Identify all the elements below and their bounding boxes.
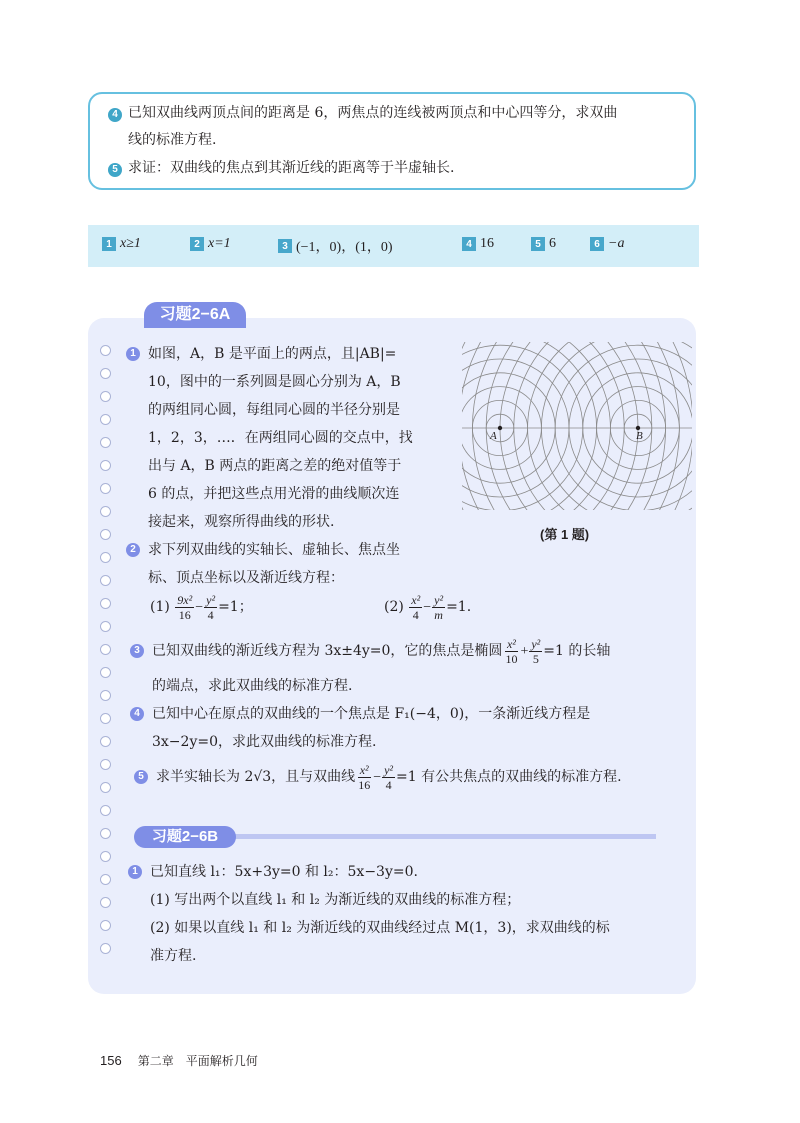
notebook-hole — [100, 874, 111, 885]
answer-number: 4 — [462, 237, 476, 251]
exercise-a2 — [130, 536, 400, 592]
notebook-hole — [100, 552, 111, 563]
exercise-a1 — [130, 340, 413, 536]
top-exercise-4 — [108, 103, 617, 123]
exercise-line: 求下列双曲线的实轴长、虚轴长、焦点坐 — [148, 542, 400, 558]
chapter-title: 第二章 平面解析几何 — [137, 1054, 258, 1068]
fraction — [409, 593, 422, 622]
concentric-circle — [462, 342, 652, 510]
notebook-hole — [100, 621, 111, 632]
operator: − — [373, 770, 382, 785]
exercise-a3-cont — [152, 672, 352, 700]
concentric-circle — [462, 342, 666, 510]
exercise-number-badge: 5 — [134, 770, 148, 784]
notebook-hole — [100, 644, 111, 655]
notebook-hole — [100, 736, 111, 747]
denominator: 5 — [532, 651, 539, 666]
exercise-a3 — [134, 634, 611, 669]
answer-number: 6 — [590, 237, 604, 251]
answer-item — [531, 236, 556, 252]
exercise-text: =1 有公共焦点的双曲线的标准方程. — [396, 769, 622, 785]
concentric-circle — [541, 342, 692, 510]
fraction — [503, 637, 519, 666]
answer-text: (−1，0)，(1，0) — [296, 240, 393, 255]
notebook-hole — [100, 690, 111, 701]
exercise-number-badge: 3 — [130, 644, 144, 658]
numerator: 9x² — [177, 592, 193, 607]
exercise-number-badge: 5 — [108, 163, 122, 177]
numerator: y² — [434, 592, 444, 607]
notebook-hole — [100, 506, 111, 517]
numerator: y² — [206, 592, 216, 607]
notebook-hole — [100, 345, 111, 356]
operator: + — [520, 644, 529, 659]
concentric-circles-figure — [462, 342, 692, 510]
point-a — [498, 426, 502, 430]
answer-number: 3 — [278, 239, 292, 253]
denominator: 16 — [178, 607, 191, 622]
numerator: y² — [384, 762, 394, 777]
answer-text: −a — [608, 236, 625, 251]
operator: − — [195, 600, 204, 615]
answer-item — [278, 236, 393, 256]
answer-number: 1 — [102, 237, 116, 251]
exercise-a5 — [138, 760, 622, 795]
answer-text: x≥1 — [120, 236, 141, 251]
exercise-line: 出与 A，B 两点的距离之差的绝对值等于 — [148, 458, 402, 474]
figure-caption: (第 1 题) — [540, 527, 590, 542]
answer-item — [590, 236, 624, 252]
exercise-a2-part2 — [384, 590, 471, 625]
notebook-hole — [100, 368, 111, 379]
notebook-hole — [100, 943, 111, 954]
fraction — [204, 593, 217, 622]
concentric-circle — [528, 342, 692, 510]
fraction — [529, 637, 542, 666]
exercise-text: =1 的长轴 — [543, 643, 611, 659]
exercise-text: 的端点，求此双曲线的标准方程. — [152, 678, 353, 694]
exercise-text: 已知双曲线两顶点间的距离是 6，两焦点的连线被两顶点和中心四等分，求双曲 — [128, 105, 618, 121]
exercise-number-badge: 4 — [130, 707, 144, 721]
notebook-hole — [100, 414, 111, 425]
exercise-line: 已知直线 l₁：5x+3y=0 和 l₂：5x−3y=0. — [150, 864, 418, 880]
top-exercise-5 — [108, 158, 454, 178]
exercise-a4 — [134, 700, 591, 756]
numerator: y² — [531, 636, 541, 651]
exercise-number-badge: 4 — [108, 108, 122, 122]
equation-tail: =1； — [218, 599, 253, 615]
denominator: 4 — [385, 777, 392, 792]
exercise-line: 已知中心在原点的双曲线的一个焦点是 F₁(−4，0)，一条渐近线方程是 — [152, 706, 591, 722]
notebook-hole — [100, 828, 111, 839]
exercise-line: 3x−2y=0，求此双曲线的标准方程. — [152, 734, 377, 750]
top-exercise-4-cont — [128, 130, 216, 150]
notebook-hole — [100, 920, 111, 931]
answer-item — [102, 236, 141, 252]
exercise-line: 如图，A，B 是平面上的两点，且|AB|= — [148, 346, 397, 362]
exercise-line: (1) 写出两个以直线 l₁ 和 l₂ 为渐近线的双曲线的标准方程； — [150, 892, 521, 908]
exercise-line: 准方程. — [150, 948, 197, 964]
exercise-text: 求半实轴长为 2√3，且与双曲线 — [156, 769, 356, 785]
notebook-hole — [100, 805, 111, 816]
concentric-circle — [462, 342, 692, 510]
denominator: 4 — [412, 607, 419, 622]
numerator: x² — [506, 636, 516, 651]
numerator: x² — [359, 762, 369, 777]
concentric-circle — [462, 342, 692, 510]
answer-number: 5 — [531, 237, 545, 251]
exercise-text: 求证：双曲线的焦点到其渐近线的距离等于半虚轴长. — [128, 160, 455, 176]
section-a-title: 习题2−6A — [144, 302, 246, 328]
exercise-number-badge: 2 — [126, 543, 140, 557]
concentric-circle — [462, 342, 692, 510]
exercise-line: 6 的点，并把这些点用光滑的曲线顺次连 — [148, 486, 400, 502]
concentric-circle — [462, 342, 679, 510]
answer-text: x=1 — [208, 236, 231, 251]
page-number: 156 — [100, 1053, 122, 1068]
denominator: 4 — [207, 607, 214, 622]
notebook-hole — [100, 667, 111, 678]
exercise-text: 已知双曲线的渐近线方程为 3x±4y=0，它的焦点是椭圆 — [152, 643, 503, 659]
answer-text: 16 — [480, 236, 494, 251]
notebook-hole — [100, 437, 111, 448]
exercise-a2-part1 — [150, 590, 253, 625]
section-b-title: 习题2−6B — [134, 826, 236, 848]
exercise-line: 标、顶点坐标以及渐近线方程： — [148, 570, 344, 586]
fraction — [432, 593, 445, 622]
exercise-number-badge: 1 — [126, 347, 140, 361]
notebook-hole — [100, 460, 111, 471]
answers-strip — [88, 225, 699, 267]
exercise-line: 的两组同心圆，每组同心圆的半径分别是 — [148, 402, 400, 418]
notebook-hole — [100, 529, 111, 540]
denominator: 16 — [358, 777, 371, 792]
exercise-number-badge: 1 — [128, 865, 142, 879]
denominator: m — [434, 607, 443, 622]
page-footer — [100, 1052, 258, 1069]
notebook-hole — [100, 598, 111, 609]
fraction — [356, 763, 372, 792]
fraction — [175, 593, 194, 622]
concentric-circle — [500, 342, 692, 510]
exercise-b1 — [132, 858, 610, 970]
section-b-bar — [224, 834, 656, 839]
exercise-text: 线的标准方程. — [128, 132, 217, 148]
exercise-line: 接起来，观察所得曲线的形状. — [148, 514, 335, 530]
section-b-header — [134, 826, 656, 848]
part-label: (1) — [150, 599, 170, 615]
fraction — [382, 763, 395, 792]
exercise-line: (2) 如果以直线 l₁ 和 l₂ 为渐近线的双曲线经过点 M(1，3)，求双曲线的标 — [150, 920, 610, 936]
part-label: (2) — [384, 599, 404, 615]
notebook-hole — [100, 713, 111, 724]
notebook-hole — [100, 851, 111, 862]
exercise-line: 10，图中的一系列圆是圆心分别为 A，B — [148, 374, 401, 390]
notebook-hole — [100, 897, 111, 908]
exercise-line: 1，2，3，…．在两组同心圆的交点中，找 — [148, 430, 413, 446]
notebook-hole — [100, 391, 111, 402]
notebook-hole — [100, 575, 111, 586]
answer-item — [190, 236, 231, 252]
notebook-hole — [100, 782, 111, 793]
equation-tail: =1. — [446, 599, 472, 615]
operator: − — [423, 600, 432, 615]
label-a: A — [490, 430, 497, 442]
denominator: 10 — [505, 651, 518, 666]
notebook-hole — [100, 483, 111, 494]
answer-item — [462, 236, 494, 252]
concentric-circle — [462, 342, 638, 510]
label-b: B — [636, 430, 643, 442]
answer-text: 6 — [549, 236, 556, 251]
notebook-hole — [100, 759, 111, 770]
concentric-circle — [486, 342, 692, 510]
numerator: x² — [411, 592, 421, 607]
answer-number: 2 — [190, 237, 204, 251]
